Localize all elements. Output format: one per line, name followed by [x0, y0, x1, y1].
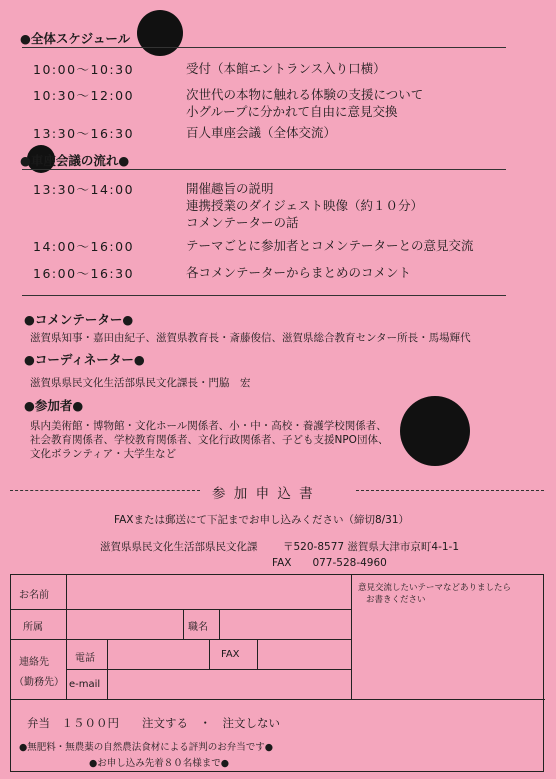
- flow-desc: 開催趣旨の説明: [186, 181, 274, 196]
- flow-desc: コメンテーターの話: [186, 215, 299, 230]
- schedule-desc: 受付（本館エントランス入り口横）: [186, 61, 386, 76]
- fax-label: FAX: [221, 649, 240, 660]
- flow-desc: 各コメンテーターからまとめのコメント: [186, 265, 412, 280]
- application-title: 参 加 申 込 書: [212, 486, 315, 502]
- decorative-circle: [400, 396, 470, 466]
- commentator-header: ●コメンテーター●: [24, 312, 134, 327]
- coordinator-header: ●コーディネーター●: [24, 352, 145, 367]
- application-note: FAXまたは郵送にて下記までお申し込みください（締切8/31）: [114, 514, 410, 526]
- participants-header: ●参加者●: [24, 398, 84, 413]
- lunch-order[interactable]: 弁当 １５００円 注文する ・ 注文しない: [27, 716, 280, 730]
- divider: [22, 295, 506, 296]
- schedule-desc: 小グループに分かれて自由に意見交換: [186, 104, 398, 119]
- opinion-field[interactable]: [352, 605, 544, 698]
- commentator-text: 滋賀県知事・嘉田由紀子、滋賀県教育長・斎藤俊信、滋賀県総合教育センター所長・馬場輝代: [30, 332, 471, 344]
- divider: [22, 47, 506, 48]
- contact-label: 連絡先: [19, 657, 49, 668]
- schedule-time: 10:30〜12:00: [33, 88, 135, 103]
- position-field[interactable]: [220, 610, 350, 638]
- application-fax: FAX 077-528-4960: [272, 557, 387, 569]
- application-org: 滋賀県県民文化生活部県民文化課: [100, 541, 258, 553]
- schedule-desc: 次世代の本物に触れる体験の支援について: [186, 87, 424, 102]
- flow-time: 13:30〜14:00: [33, 182, 135, 197]
- fax-field[interactable]: [258, 640, 350, 668]
- application-address: 〒520-8577 滋賀県大津市京町4-1-1: [283, 541, 460, 553]
- flow-desc: 連携授業のダイジェスト映像（約１０分）: [186, 198, 424, 213]
- application-form: [10, 574, 544, 772]
- schedule-desc: 百人車座会議（全体交流）: [186, 125, 337, 140]
- position-label: 職名: [188, 622, 208, 633]
- flow-desc: テーマごとに参加者とコメンテーターとの意見交流: [186, 238, 474, 253]
- opinion-label: お書きください: [366, 595, 426, 605]
- office-field[interactable]: [67, 610, 182, 638]
- email-label: e-mail: [69, 679, 101, 690]
- coordinator-text: 滋賀県県民文化生活部県民文化課長・門脇 宏: [30, 377, 251, 389]
- opinion-label: 意見交流したいテーマなどありましたら: [358, 583, 512, 593]
- contact-sub-label: （勤務先）: [14, 677, 64, 688]
- lunch-note: ●お申し込み先着８０名様まで●: [89, 758, 230, 769]
- schedule-time: 10:00〜10:30: [33, 62, 135, 77]
- schedule-header: ●全体スケジュール: [20, 31, 131, 46]
- name-field[interactable]: [67, 576, 350, 608]
- phone-label: 電話: [75, 653, 95, 664]
- lunch-note: ●無肥料・無農薬の自然農法食材による評判のお弁当です●: [19, 742, 274, 753]
- office-label: 所属: [23, 622, 43, 633]
- participants-line: 社会教育関係者、学校教育関係者、文化行政関係者、子ども支援NPO団体、: [30, 434, 389, 446]
- schedule-time: 13:30〜16:30: [33, 126, 135, 141]
- divider: [22, 169, 506, 170]
- cut-line: [356, 490, 544, 491]
- phone-field[interactable]: [108, 640, 208, 668]
- name-label: お名前: [19, 590, 49, 601]
- flow-time: 16:00〜16:30: [33, 266, 135, 281]
- participants-line: 県内美術館・博物館・文化ホール関係者、小・中・高校・養護学校関係者、: [30, 420, 387, 432]
- participants-line: 文化ボランティア・大学生など: [30, 448, 177, 460]
- flow-header: ●車座会議の流れ●: [20, 153, 130, 168]
- decorative-circle: [137, 10, 183, 56]
- flow-time: 14:00〜16:00: [33, 239, 135, 254]
- cut-line: [10, 490, 200, 491]
- email-field[interactable]: [108, 670, 350, 698]
